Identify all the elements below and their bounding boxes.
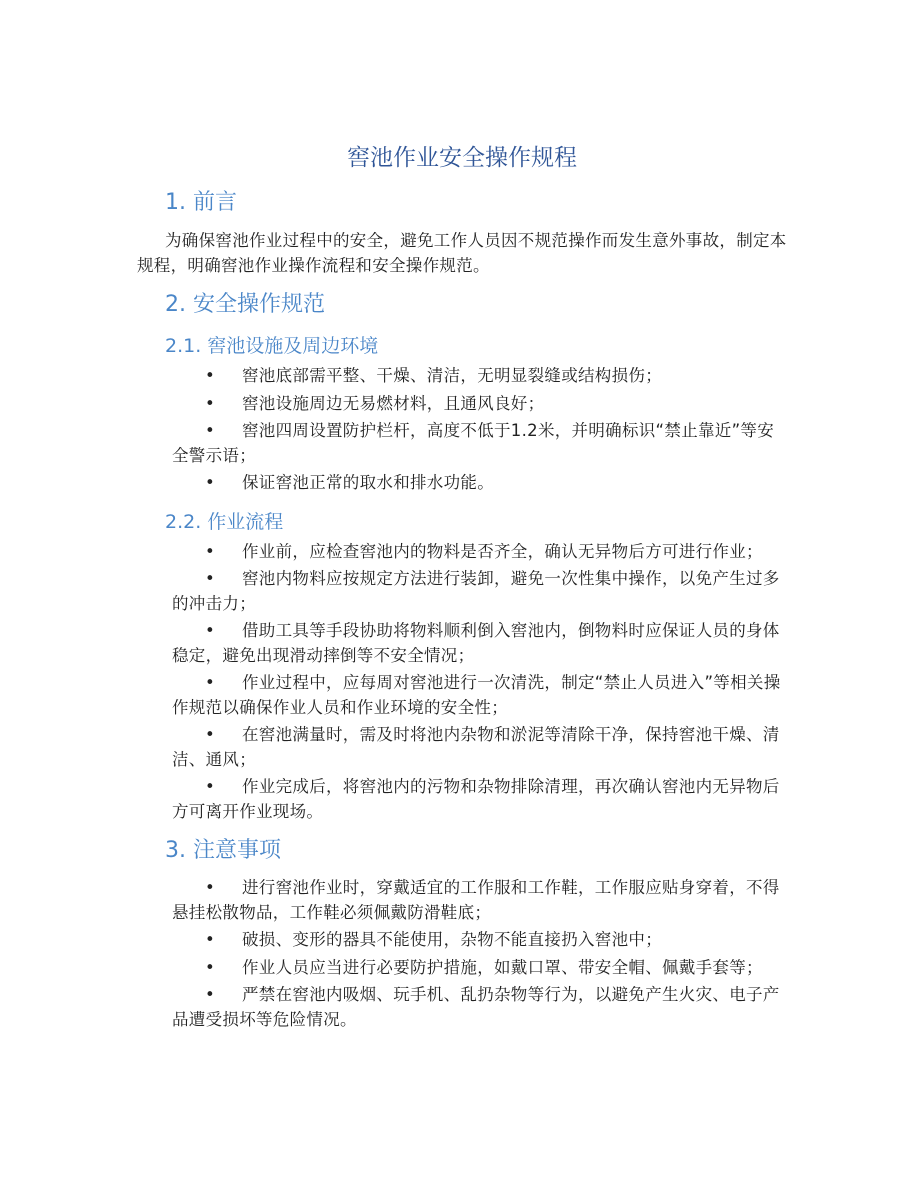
- list-item: • 保证窖池正常的取水和排水功能。: [172, 471, 787, 496]
- subsection-heading-workflow: 2.2. 作业流程: [165, 510, 284, 533]
- list-item: • 在窖池满量时，需及时将池内杂物和淤泥等清除干净，保持窖池干燥、清洁、通风；: [172, 725, 780, 769]
- list-item: • 作业前，应检查窖池内的物料是否齐全，确认无异物后方可进行作业；: [172, 540, 787, 565]
- precautions-list: [137, 876, 787, 1032]
- preface-paragraph: 为确保窖池作业过程中的安全，避免工作人员因不规范操作而发生意外事故，制定本规程，明确窖池作业操作流程和安全操作规范。: [137, 231, 787, 275]
- workflow-list: [137, 540, 787, 825]
- list-item: • 进行窖池作业时，穿戴适宜的工作服和工作鞋，工作服应贴身穿着，不得悬挂松散物品，工作鞋必须佩戴防滑鞋底；: [172, 878, 780, 922]
- list-item: • 窖池四周设置防护栏杆，高度不低于1.2米，并明确标识“禁止靠近”等安全警示语；: [172, 421, 775, 465]
- subsection-heading-facilities: 2.1. 窖池设施及周边环境: [165, 335, 379, 357]
- list-item: • 破损、变形的器具不能使用，杂物不能直接扔入窖池中；: [172, 928, 787, 953]
- bullet-icon: •: [205, 930, 216, 949]
- bullet-icon: •: [205, 569, 216, 588]
- list-item: • 借助工具等手段协助将物料顺利倒入窖池内，倒物料时应保证人员的身体稳定，避免出现滑动摔倒等不安全情况；: [172, 621, 780, 665]
- bullet-icon: •: [205, 673, 216, 692]
- bullet-icon: •: [205, 366, 216, 385]
- bullet-icon: •: [205, 621, 216, 640]
- bullet-icon: •: [205, 878, 216, 897]
- list-item: • 作业完成后，将窖池内的污物和杂物排除清理，再次确认窖池内无异物后方可离开作业现场。: [172, 777, 780, 821]
- list-item: • 作业人员应当进行必要防护措施，如戴口罩、带安全帽、佩戴手套等；: [172, 956, 787, 981]
- bullet-icon: •: [205, 725, 216, 744]
- list-item: • 严禁在窖池内吸烟、玩手机、乱扔杂物等行为，以避免产生火灾、电子产品遭受损坏等危险情况。: [172, 985, 780, 1029]
- section-heading-precautions: 3. 注意事项: [165, 838, 281, 863]
- list-item: • 作业过程中，应每周对窖池进行一次清洗，制定“禁止人员进入”等相关操作规范以确保作业人员和作业环境的安全性；: [172, 673, 781, 717]
- section-heading-preface: 1. 前言: [165, 190, 237, 215]
- bullet-icon: •: [205, 393, 216, 413]
- bullet-icon: •: [205, 541, 216, 561]
- bullet-icon: •: [205, 421, 216, 440]
- facilities-list: [137, 364, 787, 496]
- document-title: 窖池作业安全操作规程: [347, 145, 577, 171]
- list-item: • 窖池设施周边无易燃材料，且通风良好；: [172, 392, 787, 417]
- bullet-icon: •: [205, 777, 216, 796]
- document-page: [137, 140, 787, 1035]
- bullet-icon: •: [205, 985, 216, 1004]
- section-heading-safety-rules: 2. 安全操作规范: [165, 292, 325, 317]
- bullet-icon: •: [205, 473, 216, 492]
- bullet-icon: •: [205, 957, 216, 977]
- list-item: • 窖池底部需平整、干燥、清洁，无明显裂缝或结构损伤；: [172, 364, 787, 389]
- list-item: • 窖池内物料应按规定方法进行装卸，避免一次性集中操作，以免产生过多的冲击力；: [172, 569, 780, 613]
